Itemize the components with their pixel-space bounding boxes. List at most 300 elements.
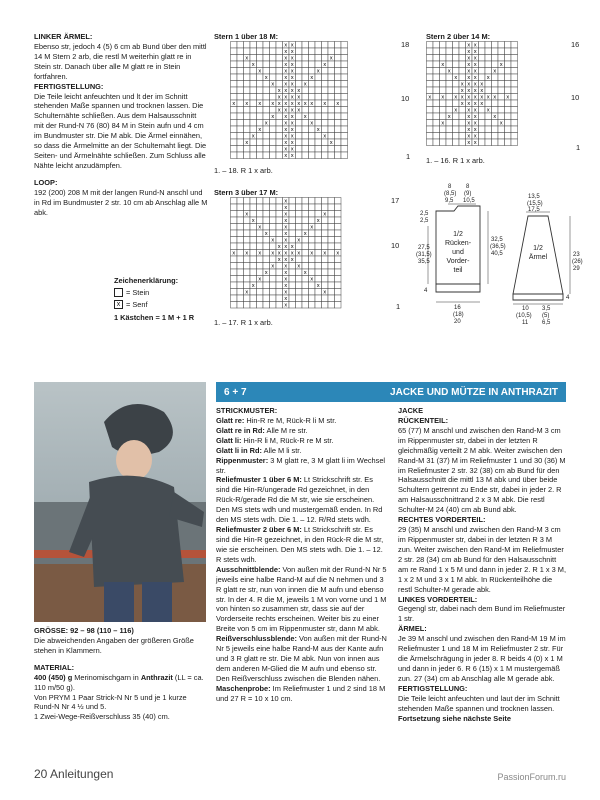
- chart-cell: [315, 204, 322, 211]
- chart-cell: [335, 48, 342, 55]
- chart-cell: [237, 107, 244, 114]
- chart-cell: [302, 289, 309, 296]
- dim-label: 17,5: [528, 207, 540, 213]
- chart-cell: [315, 48, 322, 55]
- chart-cell: [498, 133, 505, 140]
- chart-cell: [335, 237, 342, 244]
- chart-cell: [257, 198, 264, 205]
- x-mark: x: [284, 237, 288, 244]
- chart-cell: [498, 81, 505, 88]
- chart-cell: [505, 100, 512, 107]
- chart-cell: [328, 276, 335, 283]
- chart-cell: [250, 211, 257, 218]
- x-mark: x: [297, 107, 301, 114]
- chart-cell: [244, 256, 251, 263]
- chart-cell: [289, 302, 296, 309]
- legend-label: = Senf: [126, 299, 148, 309]
- chart-cell: [263, 100, 270, 107]
- x-mark: x: [284, 153, 288, 159]
- chart-cell: [341, 68, 348, 75]
- chart-cell: [257, 55, 264, 62]
- chart-cell: [446, 87, 453, 94]
- chart-cell: [237, 152, 244, 159]
- paragraph-heading: ÄRMEL:: [398, 624, 427, 634]
- chart-cell: [498, 42, 505, 49]
- chart-cell: [315, 289, 322, 296]
- chart-cell: [341, 61, 348, 68]
- size-heading: GRÖSSE: 92 – 98 (110 – 116): [34, 626, 134, 635]
- paragraph-body: 3 M glatt re, 3 M glatt li im Wechsel str.: [216, 455, 386, 475]
- chart-cell: [322, 204, 329, 211]
- chart-cell: [328, 263, 335, 270]
- chart-cell: [231, 126, 238, 133]
- chart-cell: [302, 250, 309, 257]
- paragraph-body: Lt Strickschrift str. Es sind die Hin-R/ungerade Rd gezeichnet, in den Rück-R/gerade Rd die M str, wie sie erscheinen. Den MS stets wdh und mustergemäß enden. In Rd den MS stets wdh. Die 1. – 12. R/Rd stets wdh.: [216, 475, 383, 525]
- dim-label: 32,5: [491, 237, 503, 243]
- chart-cell: [505, 126, 512, 133]
- chart-cell: [328, 237, 335, 244]
- chart-cell: [322, 126, 329, 133]
- chart-cell: [335, 120, 342, 127]
- chart-cell: [479, 55, 486, 62]
- chart-cell: [270, 139, 277, 146]
- stern1-row-bottom: 1: [406, 152, 411, 161]
- x-mark: x: [460, 81, 464, 88]
- x-mark: x: [473, 55, 477, 62]
- x-mark: x: [297, 88, 301, 94]
- chart-cell: [459, 126, 466, 133]
- chart-cell: [231, 276, 238, 283]
- chart-cell: [505, 139, 512, 146]
- chart-cell: [263, 107, 270, 114]
- paragraph-heading: Reliefmuster 1 über 6 M:: [216, 475, 302, 485]
- dim-label: 4: [566, 295, 570, 301]
- chart-cell: [315, 113, 322, 120]
- chart-cell: [302, 126, 309, 133]
- x-mark: x: [323, 211, 327, 218]
- paragraph-heading: RÜCKENTEIL:: [398, 415, 449, 425]
- dim-label: 20: [454, 319, 461, 325]
- chart-cell: [328, 107, 335, 114]
- chart-cell: [511, 61, 518, 68]
- x-mark: x: [284, 257, 288, 263]
- chart-cell: [276, 224, 283, 231]
- chart-cell: [328, 211, 335, 218]
- chart-cell: [237, 198, 244, 205]
- paragraph-heading: Glatt re:: [216, 415, 245, 425]
- chart-cell: [440, 42, 447, 49]
- chart-cell: [511, 113, 518, 120]
- chart-cell: [244, 230, 251, 237]
- paragraph-heading: Reliefmuster 2 über 6 M:: [216, 525, 302, 535]
- chart-cell: [309, 68, 316, 75]
- chart-cell: [257, 74, 264, 81]
- chart-cell: [446, 126, 453, 133]
- chart-cell: [335, 81, 342, 88]
- chart-cell: [302, 152, 309, 159]
- x-mark: x: [251, 218, 255, 224]
- chart-cell: [427, 100, 434, 107]
- x-mark: x: [277, 88, 281, 94]
- x-mark: x: [473, 94, 477, 101]
- dim-label: 40,5: [491, 251, 503, 257]
- chart-cell: [250, 48, 257, 55]
- chart-cell: [257, 107, 264, 114]
- x-mark: x: [284, 146, 288, 153]
- x-mark: x: [323, 133, 327, 140]
- chart-cell: [335, 42, 342, 49]
- x-mark: x: [447, 114, 451, 120]
- chart-cell: [427, 55, 434, 62]
- chart-cell: [289, 211, 296, 218]
- material-line-1: [34, 673, 206, 693]
- chart-cell: [511, 48, 518, 55]
- text-paragraph: [216, 475, 388, 525]
- chart-cell: [296, 224, 303, 231]
- chart-cell: [322, 68, 329, 75]
- stern1-caption: 1. – 18. R 1 x arb.: [214, 166, 273, 175]
- chart-cell: [328, 74, 335, 81]
- chart-cell: [289, 230, 296, 237]
- chart-cell: [485, 126, 492, 133]
- chart-cell: [309, 295, 316, 302]
- material-text: Merinomischgarn in: [72, 672, 141, 682]
- chart-cell: [315, 263, 322, 270]
- chart-cell: [505, 74, 512, 81]
- x-mark: x: [290, 114, 294, 120]
- x-mark: x: [467, 81, 471, 88]
- x-mark: x: [473, 101, 477, 107]
- x-mark: x: [473, 88, 477, 94]
- chart-cell: [479, 74, 486, 81]
- chart-cell: [302, 55, 309, 62]
- chart-cell: [505, 55, 512, 62]
- chart-cell: [492, 133, 499, 140]
- chart-cell: [498, 48, 505, 55]
- x-mark: x: [454, 107, 458, 114]
- chart-cell: [237, 256, 244, 263]
- chart-cell: [237, 289, 244, 296]
- chart-cell: [270, 256, 277, 263]
- chart-cell: [276, 42, 283, 49]
- chart-cell: [302, 68, 309, 75]
- chart-cell: [276, 263, 283, 270]
- chart-cell: [315, 230, 322, 237]
- chart-cell: [341, 152, 348, 159]
- paragraph-heading: FERTIGSTELLUNG:: [398, 683, 468, 693]
- chart-cell: [427, 139, 434, 146]
- chart-cell: [263, 94, 270, 101]
- chart-cell: [335, 256, 342, 263]
- chart-cell: [270, 230, 277, 237]
- paragraph-body: Die Teile leicht anfeuchten und laut der im Schnitt stehenden Maße spannen und trocknen lassen.: [398, 693, 560, 713]
- chart-cell: [276, 217, 283, 224]
- chart-cell: [498, 126, 505, 133]
- paragraph-heading: Glatt re in Rd:: [216, 425, 265, 435]
- chart-cell: [302, 74, 309, 81]
- x-mark: x: [316, 127, 320, 133]
- chart-cell: [309, 282, 316, 289]
- chart-cell: [335, 74, 342, 81]
- stern1-title: Stern 1 über 18 M:: [214, 32, 279, 41]
- chart-cell: [270, 152, 277, 159]
- paragraph-body: Von außen mit der Rund-N Nr 5 jeweils eine halbe Rand-M auf die N nehmen und 3 R glatt re str, nun von innen die M aufn und ebenso str. In der 4. R die M, jeweils 1 M von vorne und 1 M von hinten so zusammen str, dass sie auf der Vorderseite rechts erscheinen. Weiter bis zu einer Breite von 5 cm im Rippenmuster str, dann M abk.: [216, 564, 387, 634]
- chart-cell: [296, 42, 303, 49]
- chart-cell: [341, 42, 348, 49]
- section-body: Ebenso str, jedoch 4 (5) 6 cm ab Bund über den mittl 14 M Stern 2 arb, die restl M weiterhin glatt re in Stein str. Danach über alle M glatt re in Stein fortfahren.: [34, 41, 207, 81]
- chart-cell: [296, 230, 303, 237]
- x-mark: x: [467, 101, 471, 107]
- chart-cell: [485, 113, 492, 120]
- x-mark: x: [480, 101, 484, 107]
- x-mark: x: [290, 140, 294, 146]
- x-mark: x: [297, 250, 301, 257]
- x-mark: x: [290, 49, 294, 55]
- chart-cell: [250, 146, 257, 153]
- chart-cell: [244, 107, 251, 114]
- chart-cell: [315, 133, 322, 140]
- chart-cell: [479, 126, 486, 133]
- chart-cell: [270, 61, 277, 68]
- chart-cell: [328, 48, 335, 55]
- x-mark: x: [290, 250, 294, 257]
- chart-cell: [505, 61, 512, 68]
- x-mark: x: [245, 250, 249, 257]
- chart-cell: [250, 230, 257, 237]
- x-mark: x: [290, 55, 294, 62]
- x-mark: x: [467, 107, 471, 114]
- x-mark: x: [310, 224, 314, 231]
- chart-cell: [453, 120, 460, 127]
- chart-cell: [440, 133, 447, 140]
- chart-cell: [322, 230, 329, 237]
- chart-cell: [302, 42, 309, 49]
- chart-cell: [296, 243, 303, 250]
- paragraph-heading: Reißverschlussblende:: [216, 634, 297, 644]
- x-mark: x: [271, 114, 275, 120]
- x-mark: x: [303, 81, 307, 88]
- chart-cell: [433, 74, 440, 81]
- chart-cell: [485, 61, 492, 68]
- body-label-line: und: [452, 249, 464, 256]
- chart-cell: [231, 263, 238, 270]
- chart-cell: [309, 211, 316, 218]
- x-mark: x: [258, 276, 262, 283]
- x-mark: x: [290, 68, 294, 75]
- chart-cell: [492, 139, 499, 146]
- paragraph-heading: Fortsetzung siehe nächste Seite: [398, 713, 511, 723]
- paragraph-body: Alle M li str.: [261, 445, 302, 455]
- x-mark: x: [310, 75, 314, 81]
- chart-cell: [328, 42, 335, 49]
- chart-cell: [276, 282, 283, 289]
- footer-label: Anleitungen: [50, 767, 114, 781]
- x-mark: x: [290, 133, 294, 140]
- chart-cell: [257, 204, 264, 211]
- chart-cell: [505, 87, 512, 94]
- chart-cell: [231, 81, 238, 88]
- chart-cell: [433, 81, 440, 88]
- chart-cell: [341, 120, 348, 127]
- paragraph-heading: Maschenprobe:: [216, 683, 271, 693]
- chart-cell: [270, 120, 277, 127]
- chart-cell: [433, 133, 440, 140]
- stern2-chart: [426, 41, 566, 153]
- chart-cell: [302, 295, 309, 302]
- chart-cell: [309, 302, 316, 309]
- chart-cell: [263, 113, 270, 120]
- chart-cell: [257, 263, 264, 270]
- chart-cell: [498, 55, 505, 62]
- chart-cell: [335, 289, 342, 296]
- chart-cell: [237, 74, 244, 81]
- x-mark: x: [251, 283, 255, 289]
- chart-cell: [505, 68, 512, 75]
- chart-cell: [257, 282, 264, 289]
- chart-cell: [322, 113, 329, 120]
- chart-cell: [440, 107, 447, 114]
- x-mark: x: [258, 224, 262, 231]
- chart-cell: [433, 55, 440, 62]
- x-mark: x: [441, 120, 445, 127]
- chart-cell: [511, 107, 518, 114]
- chart-cell: [270, 198, 277, 205]
- chart-cell: [250, 250, 257, 257]
- chart-cell: [237, 61, 244, 68]
- body-label-line: Vorder-: [446, 258, 470, 265]
- chart-cell: [322, 55, 329, 62]
- x-mark: x: [258, 250, 262, 257]
- legend-title: Zeichenerklärung:: [114, 276, 179, 285]
- chart-cell: [302, 237, 309, 244]
- x-mark: x: [473, 49, 477, 55]
- x-mark: x: [467, 127, 471, 133]
- chart-cell: [296, 269, 303, 276]
- empty-box-icon: [114, 288, 123, 297]
- paragraph-body: Alle M re str.: [264, 425, 308, 435]
- chart-cell: [263, 282, 270, 289]
- chart-cell: [479, 48, 486, 55]
- chart-cell: [511, 68, 518, 75]
- chart-cell: [335, 198, 342, 205]
- chart-cell: [453, 81, 460, 88]
- dim-label: 29: [573, 266, 580, 272]
- chart-cell: [453, 126, 460, 133]
- x-mark: x: [258, 101, 262, 107]
- dim-label: (5): [542, 313, 550, 319]
- chart-cell: [341, 126, 348, 133]
- chart-cell: [505, 133, 512, 140]
- chart-cell: [427, 74, 434, 81]
- chart-cell: [492, 107, 499, 114]
- chart-cell: [276, 139, 283, 146]
- x-mark: x: [329, 55, 333, 62]
- chart-cell: [322, 269, 329, 276]
- x-mark: x: [284, 302, 288, 309]
- chart-cell: [446, 120, 453, 127]
- chart-cell: [244, 68, 251, 75]
- page-number: 20: [34, 767, 48, 781]
- chart-cell: [244, 81, 251, 88]
- chart-cell: [276, 74, 283, 81]
- chart-cell: [427, 61, 434, 68]
- chart-cell: [335, 295, 342, 302]
- chart-cell: [328, 146, 335, 153]
- product-photo: [34, 382, 206, 622]
- chart-cell: [237, 302, 244, 309]
- chart-cell: [446, 94, 453, 101]
- chart-cell: [479, 68, 486, 75]
- chart-cell: [263, 263, 270, 270]
- chart-cell: [446, 81, 453, 88]
- text-paragraph: [398, 694, 568, 714]
- sleeve-label-line: Ärmel: [528, 254, 548, 261]
- chart-cell: [309, 237, 316, 244]
- dim-label: 23: [573, 252, 580, 258]
- chart-cell: [244, 61, 251, 68]
- legend-label: = Stein: [126, 287, 150, 297]
- x-mark: x: [284, 88, 288, 94]
- sleeve-rib-outline: [513, 294, 563, 300]
- chart-cell: [485, 100, 492, 107]
- x-mark: x: [271, 81, 275, 88]
- chart-cell: [453, 100, 460, 107]
- chart-cell: [289, 289, 296, 296]
- x-mark: x: [258, 68, 262, 75]
- chart-cell: [511, 126, 518, 133]
- chart-cell: [231, 224, 238, 231]
- stern1-chart: [230, 41, 398, 163]
- chart-cell: [276, 55, 283, 62]
- x-mark: x: [271, 263, 275, 270]
- x-mark: x: [473, 68, 477, 75]
- chart-cell: [315, 224, 322, 231]
- chart-cell: [276, 146, 283, 153]
- chart-cell: [511, 87, 518, 94]
- chart-cell: [250, 198, 257, 205]
- chart-cell: [315, 61, 322, 68]
- chart-cell: [315, 81, 322, 88]
- x-mark: x: [284, 107, 288, 114]
- chart-cell: [309, 87, 316, 94]
- x-mark: x: [271, 101, 275, 107]
- chart-cell: [263, 276, 270, 283]
- photo-illustration: [34, 382, 206, 622]
- chart-cell: [237, 100, 244, 107]
- chart-cell: [276, 204, 283, 211]
- chart-cell: [244, 204, 251, 211]
- chart-cell: [446, 48, 453, 55]
- x-mark: x: [251, 133, 255, 140]
- chart-cell: [231, 87, 238, 94]
- dim-label: 35,5: [418, 259, 430, 265]
- chart-cell: [231, 107, 238, 114]
- chart-cell: [322, 42, 329, 49]
- chart-cell: [440, 126, 447, 133]
- chart-cell: [237, 217, 244, 224]
- chart-cell: [244, 269, 251, 276]
- text-paragraph: [216, 525, 388, 565]
- chart-cell: [237, 243, 244, 250]
- chart-cell: [289, 282, 296, 289]
- chart-cell: [231, 295, 238, 302]
- dim-label: (10,5): [516, 313, 532, 319]
- chart-cell: [309, 217, 316, 224]
- chart-cell: [244, 120, 251, 127]
- chart-cell: [257, 269, 264, 276]
- stern1-row-top: 18: [401, 40, 410, 49]
- x-mark: x: [284, 218, 288, 224]
